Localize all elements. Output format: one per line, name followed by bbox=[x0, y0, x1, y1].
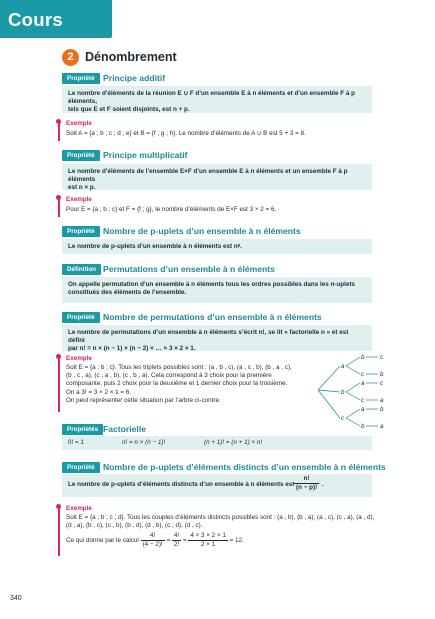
property-text-line: par n! = n × (n − 1) × (n − 2) × … × 3 × 2 × 1. bbox=[68, 345, 196, 353]
example-text-line: On a 3! = 3 × 2 × 1 = 6. bbox=[66, 388, 132, 396]
cours-banner bbox=[0, 0, 112, 38]
page-number: 340 bbox=[10, 595, 22, 602]
section-title-factorielle: Factorielle bbox=[103, 424, 146, 434]
tree-node-level3: b bbox=[380, 406, 384, 413]
section-tag-definition: Définition bbox=[62, 264, 101, 275]
section-title-permutations: Permutations d’un ensemble à n éléments bbox=[103, 264, 275, 274]
tree-node-level2: b bbox=[361, 354, 365, 361]
example-label: Exemple bbox=[66, 120, 92, 127]
example-label: Exemple bbox=[66, 196, 92, 203]
calc-fraction bbox=[141, 532, 165, 549]
equals-sign: = bbox=[166, 536, 171, 544]
example-text-line: Soit E = {a ; b ; c}. Tous les triplets possibles sont : (a , b , c), (a , c , b), (b , a , c), bbox=[66, 364, 292, 371]
tree-node-level2: c bbox=[361, 371, 365, 378]
tree-branch bbox=[346, 366, 360, 374]
tree-node-level3: c bbox=[380, 354, 384, 361]
formula-zero-factorial: 0! = 1 bbox=[68, 439, 84, 446]
example-text-block bbox=[66, 364, 318, 405]
definition-text-line: constitués des éléments de l’ensemble. bbox=[68, 289, 187, 297]
example-text-line: On peut représenter cette situation par l’arbre ci-contre. bbox=[66, 396, 221, 404]
example-marker-line bbox=[58, 506, 60, 556]
section-tag-propriete: Propriété bbox=[62, 150, 100, 161]
property-box-p-uplets bbox=[62, 239, 372, 254]
property-text-line: Le nombre de p-uplets d’un ensemble à n éléments est nᵖ. bbox=[68, 243, 242, 250]
property-text-line: Le nombre d’éléments de l’ensemble E×F d’un ensemble E à n éléments et un ensemble F à p éléments bbox=[68, 168, 348, 184]
tree-node-level3: a bbox=[380, 397, 384, 404]
tree-branch bbox=[346, 392, 360, 400]
section-title-principe-multiplicatif: Principe multiplicatif bbox=[103, 150, 188, 160]
formula-successor: (n + 1)! = (n + 1) × n! bbox=[204, 439, 263, 446]
fraction-numerator: 4 × 3 × 2 × 1 bbox=[188, 532, 228, 541]
equals-sign: = bbox=[182, 536, 187, 544]
definition-box-permutations bbox=[62, 277, 372, 303]
tree-node-level2: b bbox=[361, 423, 365, 430]
tree-node-level3: b bbox=[380, 371, 384, 378]
chapter-number-badge: 2 bbox=[62, 49, 79, 66]
section-tag-propriete: Propriété bbox=[62, 312, 100, 323]
example-label: Exemple bbox=[66, 505, 92, 512]
example-label: Exemple bbox=[66, 355, 92, 362]
example-marker-dot bbox=[56, 504, 61, 509]
property-box-p-uplets-distincts bbox=[62, 474, 372, 497]
property-text-line: Le nombre d’éléments de la réunion E ∪ F d’un ensemble E à n éléments et d’un ensemble F à p éléments, bbox=[68, 90, 355, 106]
calc-fraction bbox=[188, 532, 228, 549]
section-tag-propriete: Propriété bbox=[62, 73, 100, 84]
property-text-line: Le nombre de permutations d’un ensemble à n éléments s’écrit n!, se lit « factorielle n » et est défini bbox=[68, 329, 349, 345]
cours-label: Cours bbox=[8, 9, 63, 30]
tree-branch bbox=[346, 418, 360, 426]
property-box-multiplicatif bbox=[62, 164, 372, 190]
tree-node-level2: a bbox=[361, 380, 365, 387]
fraction-formula bbox=[294, 475, 319, 492]
property-box-factorielle bbox=[62, 436, 372, 450]
fraction-denominator: 2 × 1 bbox=[201, 541, 216, 549]
chapter-title: Dénombrement bbox=[85, 50, 177, 64]
example-marker-dot bbox=[56, 195, 61, 200]
tree-node-level3: a bbox=[380, 423, 384, 430]
fraction-denominator: (4 − 2)! bbox=[142, 541, 163, 549]
property-text-line: Le nombre de p-uplets d’éléments distincts d’un ensemble à n éléments est bbox=[68, 481, 295, 488]
section-tag-propriete: Propriété bbox=[62, 226, 100, 237]
sentence-end: . bbox=[322, 481, 324, 488]
property-box-additif bbox=[62, 86, 372, 113]
example-text-line: Soit E = {a ; b ; c ; d}. Tous les couples d’éléments distincts possibles sont : (a , b), (b , a), (a , c), (c , a), (a , d), bbox=[66, 514, 375, 521]
definition-text-line: On appelle permutation d’un ensemble à n éléments tous les ordres possibles dans les n-uplets bbox=[68, 281, 355, 288]
permutation-tree-diagram bbox=[318, 350, 398, 430]
tree-node-level3: c bbox=[380, 380, 384, 387]
tree-branch bbox=[346, 383, 360, 392]
tree-branch bbox=[318, 390, 340, 418]
section-title-nombre-permutations: Nombre de permutations d’un ensemble à n éléments bbox=[103, 312, 322, 322]
example-text-line: composante, puis 2 choix pour la deuxième et 1 dernier choix pour la troisième. bbox=[66, 380, 288, 388]
property-text-line: est n × p. bbox=[68, 184, 96, 192]
section-tag-propriete: Propriété bbox=[62, 462, 100, 473]
formula-recurrence: n! = n × (n − 1)! bbox=[122, 439, 166, 446]
tree-node-level1: c bbox=[341, 415, 345, 422]
example-text: Soit A = {a ; b ; c ; d ; e} et B = {f ; g ; h}. Le nombre d’éléments de A ∪ B est 5 + 3 = 8. bbox=[66, 130, 306, 137]
property-text-line: tels que E et F soient disjoints, est n + p. bbox=[68, 106, 190, 114]
section-title-principe-additif: Principe additif bbox=[103, 73, 166, 83]
tree-node-level2: a bbox=[361, 406, 365, 413]
tree-node-level2: c bbox=[361, 397, 365, 404]
example-marker-line bbox=[58, 356, 60, 412]
tree-branch bbox=[318, 366, 340, 390]
fraction-denominator: 2! bbox=[173, 541, 180, 549]
fraction-numerator: 4! bbox=[172, 532, 181, 541]
calc-fraction bbox=[172, 532, 181, 549]
section-tag-proprietes: Propriétés bbox=[62, 424, 103, 435]
calc-prefix: Ce qui donne par le calcul bbox=[66, 536, 139, 544]
example-text: Pour E = {a ; b ; c} et F = {f ; g}, le nombre d’éléments de E×F est 3 × 2 = 6. bbox=[66, 206, 277, 213]
calc-result: = 12. bbox=[229, 536, 244, 544]
tree-branch bbox=[346, 409, 360, 418]
example-marker-dot bbox=[56, 119, 61, 124]
tree-node-level1: a bbox=[341, 363, 345, 370]
fraction-numerator: 4! bbox=[141, 532, 165, 541]
example-text-line: (b , c , a), (c , a , b), (c , b , a). Cela correspond à 3 choix pour la première bbox=[66, 372, 272, 380]
example-marker-line bbox=[58, 121, 60, 141]
fraction-numerator: n! bbox=[294, 475, 319, 484]
fraction-denominator: (n − p)! bbox=[296, 484, 318, 492]
example-marker-dot bbox=[56, 354, 61, 359]
example-marker-line bbox=[58, 197, 60, 217]
example-text-line: (d , a), (b , c), (c , b), (b , d), (d , b), (c , d), (d , c). bbox=[66, 522, 203, 529]
tree-branch bbox=[318, 390, 340, 392]
example-calculation bbox=[66, 532, 244, 549]
tree-node-level1: b bbox=[341, 389, 345, 396]
tree-branch bbox=[346, 357, 360, 366]
section-title-p-uplets-distincts: Nombre de p-uplets d’éléments distincts d’un ensemble à n éléments bbox=[103, 462, 386, 472]
section-title-p-uplets: Nombre de p-uplets d’un ensemble à n éléments bbox=[103, 226, 301, 236]
property-box-nombre-permutations bbox=[62, 325, 372, 351]
